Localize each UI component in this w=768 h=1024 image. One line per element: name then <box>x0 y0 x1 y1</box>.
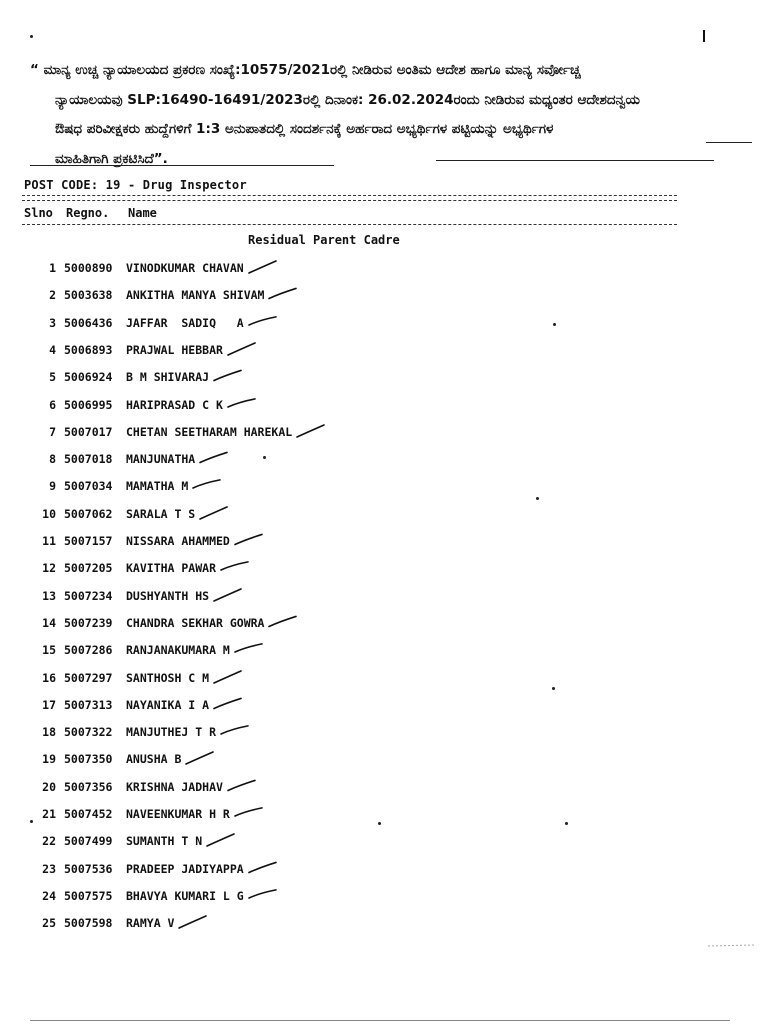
tick-mark-icon <box>225 341 261 359</box>
tick-mark-icon <box>225 396 261 414</box>
tick-mark-icon <box>218 559 254 577</box>
table-row <box>20 614 302 632</box>
tick-mark-icon <box>294 423 330 441</box>
scan-speck <box>553 323 556 326</box>
column-header-regno: Regno. <box>66 206 110 220</box>
table-row <box>20 368 247 386</box>
row-name: KRISHNA JADHAV <box>126 779 223 794</box>
row-regno: 5007062 <box>64 506 113 521</box>
tick-mark-icon <box>225 778 261 796</box>
row-regno: 5003638 <box>64 288 113 303</box>
row-slno: 13 <box>42 588 56 603</box>
tick-mark-icon <box>218 723 254 741</box>
table-row <box>20 805 268 823</box>
row-slno: 17 <box>42 697 56 712</box>
table-row <box>20 887 282 905</box>
row-slno: 20 <box>42 779 56 794</box>
row-regno: 5006436 <box>64 315 113 330</box>
scan-speck <box>30 35 33 38</box>
row-name: NISSARA AHAMMED <box>126 534 230 548</box>
tick-mark-icon <box>246 887 282 905</box>
header-line-4: ಮಾಹಿತಿಗಾಗಿ ಪ್ರಕಟಿಸಿದೆ”. <box>55 151 168 167</box>
dashed-rule <box>22 224 677 225</box>
row-slno: 9 <box>49 479 56 494</box>
tick-mark-icon <box>246 314 282 332</box>
scan-speck <box>552 687 555 690</box>
row-name: MAMATHA M <box>126 479 189 494</box>
row-name: NAYANIKA I A <box>126 697 210 712</box>
tick-mark-icon <box>211 587 247 605</box>
table-row <box>20 396 261 414</box>
row-regno: 5006995 <box>64 397 113 412</box>
row-regno: 5007322 <box>64 725 113 740</box>
row-slno: 12 <box>42 561 56 576</box>
row-slno: 2 <box>49 288 56 303</box>
table-row <box>20 860 282 878</box>
row-regno: 5007536 <box>64 861 113 876</box>
row-slno: 10 <box>42 506 56 521</box>
row-regno: 5007239 <box>64 615 113 630</box>
row-name: NAVEENKUMAR H R <box>126 807 230 821</box>
row-name: ANKITHA MANYA SHIVAM <box>126 288 265 303</box>
row-slno: 4 <box>49 342 56 357</box>
row-name: KAVITHA PAWAR <box>126 561 217 576</box>
table-row <box>20 641 268 659</box>
row-name: ANUSHA B <box>126 752 182 767</box>
tick-mark-icon <box>176 914 212 932</box>
faint-stamp-mark <box>706 940 756 950</box>
table-row <box>20 259 282 277</box>
table-row <box>20 750 219 768</box>
row-regno: 5007313 <box>64 697 113 712</box>
tick-mark-icon <box>266 614 302 632</box>
tick-mark-icon <box>197 450 233 468</box>
table-row <box>20 669 247 687</box>
table-row <box>20 450 233 468</box>
row-slno: 18 <box>42 725 56 740</box>
row-regno: 5007157 <box>64 534 113 548</box>
row-regno: 5007034 <box>64 479 113 494</box>
row-name: PRAJWAL HEBBAR <box>126 342 223 357</box>
row-slno: 22 <box>42 834 56 849</box>
table-row <box>20 314 282 332</box>
row-regno: 5007499 <box>64 834 113 849</box>
row-slno: 19 <box>42 752 56 767</box>
row-name: MANJUNATHA <box>126 452 196 467</box>
table-row <box>20 587 247 605</box>
row-name: CHETAN SEETHARAM HAREKAL <box>126 424 293 439</box>
header-line-2: ನ್ಯಾಯಾಲಯವು SLP:16490-16491/2023ರಲ್ಲಿ ದಿನಾಂಕ: 26.02.2024ರಂದು ನೀಡಿರುವ ಮಧ್ಯಂತರ ಆದೇಶದನ್ವಯ <box>55 92 641 108</box>
row-slno: 5 <box>49 370 56 385</box>
table-row <box>20 559 254 577</box>
row-slno: 14 <box>42 615 56 630</box>
tick-mark-icon <box>211 696 247 714</box>
table-row <box>20 477 226 495</box>
tick-mark-icon <box>197 505 233 523</box>
column-header-slno: Slno <box>24 206 53 220</box>
row-name: VINODKUMAR CHAVAN <box>126 261 244 275</box>
handwritten-underline <box>436 160 714 161</box>
table-row <box>20 914 212 932</box>
row-name: BHAVYA KUMARI L G <box>126 888 244 903</box>
row-regno: 5007205 <box>64 561 113 576</box>
row-name: RAMYA V <box>126 916 175 931</box>
section-title: Residual Parent Cadre <box>248 233 400 247</box>
table-row <box>20 286 302 304</box>
table-row <box>20 423 330 441</box>
row-slno: 23 <box>42 861 56 876</box>
table-row <box>20 723 254 741</box>
tick-mark-icon <box>183 750 219 768</box>
row-name: DUSHYANTH HS <box>126 588 210 603</box>
row-slno: 1 <box>49 261 56 275</box>
dashed-rule <box>22 200 677 201</box>
table-row <box>20 778 261 796</box>
row-slno: 8 <box>49 452 56 467</box>
table-row <box>20 532 268 550</box>
row-name: JAFFAR SADIQ A <box>126 315 244 330</box>
row-name: SANTHOSH C M <box>126 670 210 685</box>
tick-mark-icon <box>204 832 240 850</box>
row-slno: 24 <box>42 888 56 903</box>
column-header-row <box>24 206 157 220</box>
row-regno: 5006924 <box>64 370 113 385</box>
row-name: HARIPRASAD C K <box>126 397 223 412</box>
post-code-title: POST CODE: 19 - Drug Inspector <box>24 178 247 192</box>
row-name: B M SHIVARAJ <box>126 370 210 385</box>
page-bottom-rule <box>30 1020 730 1021</box>
row-regno: 5007356 <box>64 779 113 794</box>
table-row <box>20 832 240 850</box>
row-regno: 5007017 <box>64 424 113 439</box>
row-regno: 5007018 <box>64 452 113 467</box>
row-name: CHANDRA SEKHAR GOWRA <box>126 615 265 630</box>
tick-mark-icon <box>190 477 226 495</box>
row-regno: 5007286 <box>64 643 113 658</box>
column-header-name: Name <box>128 206 157 220</box>
table-row <box>20 696 247 714</box>
scan-speck <box>263 456 266 459</box>
tick-mark-icon <box>246 860 282 878</box>
row-regno: 5007297 <box>64 670 113 685</box>
row-name: SARALA T S <box>126 506 196 521</box>
row-regno: 5007598 <box>64 916 113 931</box>
scan-speck <box>565 822 568 825</box>
dashed-rule <box>22 195 677 196</box>
scan-speck <box>536 497 539 500</box>
row-regno: 5007350 <box>64 752 113 767</box>
row-slno: 15 <box>42 643 56 658</box>
row-slno: 7 <box>49 424 56 439</box>
row-name: PRADEEP JADIYAPPA <box>126 861 244 876</box>
tick-mark-icon <box>232 805 268 823</box>
row-regno: 5006893 <box>64 342 113 357</box>
row-slno: 6 <box>49 397 56 412</box>
tick-mark-icon <box>246 259 282 277</box>
tick-mark-icon <box>211 669 247 687</box>
handwritten-underline <box>706 142 752 143</box>
handwritten-underline <box>30 165 334 166</box>
row-regno: 5007452 <box>64 807 113 821</box>
tick-mark-icon <box>232 641 268 659</box>
row-name: RANJANAKUMARA M <box>126 643 230 658</box>
header-line-1: “ ಮಾನ್ಯ ಉಚ್ಚ ನ್ಯಾಯಾಲಯದ ಪ್ರಕರಣ ಸಂಖ್ಯೆ:10575/2021ರಲ್ಲಿ ನೀಡಿರುವ ಅಂತಿಮ ಆದೇಶ ಹಾಗೂ ಮಾನ್ಯ ಸರ್ವೋಚ್ಚ <box>30 62 581 78</box>
row-slno: 11 <box>42 534 56 548</box>
row-slno: 3 <box>49 315 56 330</box>
table-row <box>20 341 261 359</box>
row-slno: 21 <box>42 807 56 821</box>
header-line-3: ಔಷಧ ಪರಿವೀಕ್ಷಕರು ಹುದ್ದೆಗಳಿಗೆ 1:3 ಅನುಪಾತದಲ್ಲಿ ಸಂದರ್ಶನಕ್ಕೆ ಅರ್ಹರಾದ ಅಭ್ಯರ್ಥಿಗಳ ಪಟ್ಟಿಯನ್ನು ಅಭ್ಯರ್ಥಿಗಳ <box>55 121 554 137</box>
tick-mark-icon <box>211 368 247 386</box>
row-regno: 5007234 <box>64 588 113 603</box>
row-slno: 16 <box>42 670 56 685</box>
tick-mark-icon <box>232 532 268 550</box>
row-regno: 5000890 <box>64 261 113 275</box>
scan-speck <box>378 822 381 825</box>
row-slno: 25 <box>42 916 56 931</box>
table-row <box>20 505 233 523</box>
row-name: SUMANTH T N <box>126 834 203 849</box>
margin-mark <box>703 30 705 42</box>
scan-speck <box>30 820 33 823</box>
row-regno: 5007575 <box>64 888 113 903</box>
tick-mark-icon <box>266 286 302 304</box>
row-name: MANJUTHEJ T R <box>126 725 217 740</box>
